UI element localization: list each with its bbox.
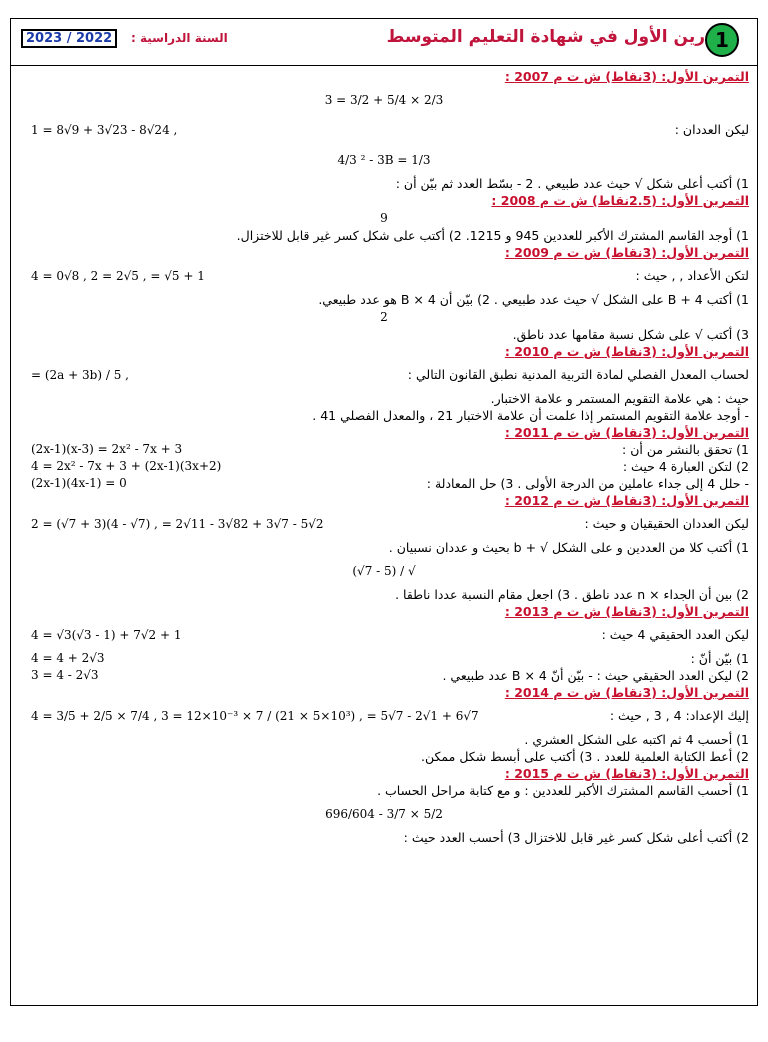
exercise-line xyxy=(19,829,749,846)
number-badge: 1 xyxy=(705,23,739,57)
math-expression: 4 = 3/5 + 2/5 × 7/4 , 3 = 12×10⁻³ × 7 / (21 × 5×10³) , = 5√7 - 2√1 + 6√7 xyxy=(31,709,479,723)
exercise-line xyxy=(19,650,749,667)
school-year-value: 2023 / 2022 xyxy=(21,29,117,48)
line-text: 1) تحقق بالنشر من أن : xyxy=(622,442,749,457)
exercise-heading: التمرين الأول: (3نقاط) ش ت م 2009 : xyxy=(504,245,749,260)
exercise-line xyxy=(19,731,749,748)
line-text: 2) لتكن العبارة 4 حيث : xyxy=(622,459,749,474)
math-expression: 4 = √3(√3 - 1) + 7√2 + 1 xyxy=(31,628,182,642)
math-expression: 3 = 4 - 2√3 xyxy=(31,668,99,682)
line-text: ليكن العدد الحقيقي 4 حيث : xyxy=(601,627,749,642)
exercise-line xyxy=(19,390,749,407)
line-text: 1) بيّن أنّ : xyxy=(690,651,749,666)
line-text: 1) أكتب أعلى شكل √ حيث عدد طبيعي . 2 - بسّط العدد ثم بيّن أن : xyxy=(395,176,749,191)
line-text: ليكن العددان : xyxy=(674,122,749,137)
exercise-line xyxy=(19,209,749,227)
math-expression: 4/3 ² - 3B = 1/3 xyxy=(337,153,431,167)
line-text: 2) ليكن العدد الحقيقي حيث : - بيّن أنّ 4 × B عدد طبيعي . xyxy=(442,668,749,683)
exercise-line xyxy=(19,145,749,175)
line-text: 1) أكتب كلا من العددين و على الشكل √ + b بحيث و عددان نسبيان . xyxy=(388,540,749,555)
math-expression: 696/604 - 3/7 × 5/2 xyxy=(325,807,443,821)
math-expression: 2 = (√7 + 3)(4 - √7) , = 2√11 - 3√82 + 3√7 - 5√2 xyxy=(31,517,324,531)
math-expression: 2 xyxy=(380,310,388,324)
exercise-line xyxy=(19,85,749,115)
math-expression: 4 = 0√8 , 2 = 2√5 , = √5 + 1 xyxy=(31,269,205,283)
exercise-line xyxy=(19,407,749,424)
page-header xyxy=(11,19,757,66)
exercise-heading: التمرين الأول: (3نقاط) ش ت م 2007 : xyxy=(504,69,749,84)
exercise-line xyxy=(19,261,749,291)
exercise-line xyxy=(19,509,749,539)
exercise-line xyxy=(19,620,749,650)
line-text: 3) أكتب √ على شكل نسبة مقامها عدد ناطق. xyxy=(512,327,749,342)
exercise-heading: التمرين الأول: (3نقاط) ش ت م 2014 : xyxy=(504,685,749,700)
exercise-heading: التمرين الأول: (3نقاط) ش ت م 2012 : xyxy=(504,493,749,508)
exercise-line xyxy=(19,360,749,390)
school-year-label: السنة الدراسية : xyxy=(131,31,228,45)
line-text: 1) أحسب القاسم المشترك الأكبر للعددين : و مع كتابة مراحل الحساب . xyxy=(377,783,749,798)
math-expression: (2x-1)(4x-1) = 0 xyxy=(31,476,127,490)
exercise-line xyxy=(19,701,749,731)
exercise-line xyxy=(19,308,749,326)
exercise-heading: التمرين الأول: (2.5نقاط) ش ت م 2008 : xyxy=(491,193,749,208)
exercise-line xyxy=(19,586,749,603)
exercise-line xyxy=(19,782,749,799)
exercise-line xyxy=(19,799,749,829)
line-text: ليكن العددان الحقيقيان و حيث : xyxy=(584,516,749,531)
exercise-line xyxy=(19,115,749,145)
math-expression: 4 = 4 + 2√3 xyxy=(31,651,105,665)
exercise-line xyxy=(19,539,749,556)
line-text: - حلل 4 إلى جداء عاملين من الدرجة الأولى . 3) حل المعادلة : xyxy=(426,476,749,491)
exercise-line xyxy=(19,326,749,343)
math-expression: 4 = 2x² - 7x + 3 + (2x-1)(3x+2) xyxy=(31,459,222,473)
line-text: - أوجد علامة التقويم المستمر إذا علمت أن علامة الاختبار 21 ، والمعدل الفصلي 41 . xyxy=(312,408,749,423)
exercise-heading: التمرين الأول: (3نقاط) ش ت م 2010 : xyxy=(504,344,749,359)
line-text: 1) أحسب 4 ثم اكتبه على الشكل العشري . xyxy=(524,732,749,747)
line-text: 2) أعط الكتابة العلمية للعدد . 3) أكتب على أبسط شكل ممكن. xyxy=(421,749,749,764)
exercise-line xyxy=(19,667,749,684)
exercise-line xyxy=(19,556,749,586)
math-expression: 1 = 8√9 + 3√23 - 8√24 , xyxy=(31,123,178,137)
exercise-line xyxy=(19,441,749,458)
line-text: 1) أوجد القاسم المشترك الأكبر للعددين 945 و 1215. 2) أكتب على شكل كسر غير قابل للاختزال. xyxy=(236,228,749,243)
exam-page xyxy=(10,18,758,1006)
line-text: إليك الإعداد: 4 , 3 , حيث : xyxy=(609,708,749,723)
exercise-line xyxy=(19,291,749,308)
exercise-line xyxy=(19,458,749,475)
line-text: لحساب المعدل الفصلي لمادة التربية المدنية نطبق القانون التالي : xyxy=(407,367,749,382)
line-text: لتكن الأعداد , , حيث : xyxy=(635,268,749,283)
exercise-line xyxy=(19,175,749,192)
exercise-line xyxy=(19,748,749,765)
exercises-content xyxy=(11,66,757,846)
math-expression: 9 xyxy=(380,211,388,225)
exercise-line xyxy=(19,475,749,492)
math-expression: = (2a + 3b) / 5 , xyxy=(31,368,129,382)
exercise-heading: التمرين الأول: (3نقاط) ش ت م 2015 : xyxy=(504,766,749,781)
line-text: 2) أكتب أعلى شكل كسر غير قابل للاختزال 3) أحسب العدد حيث : xyxy=(403,830,749,845)
line-text: حيث : هي علامة التقويم المستمر و علامة الاختبار. xyxy=(490,391,749,406)
math-expression: 3 = 3/2 + 5/4 × 2/3 xyxy=(324,93,444,107)
page-title: رين الأول في شهادة التعليم المتوسط xyxy=(386,27,705,47)
exercise-heading: التمرين الأول: (3نقاط) ش ت م 2013 : xyxy=(504,604,749,619)
line-text: 2) بين أن الجداء × n عدد ناطق . 3) اجعل مقام النسبة عددا ناطقا . xyxy=(395,587,749,602)
line-text: 1) أكتب 4 + B على الشكل √ حيث عدد طبيعي . 2) بيّن أن 4 × B هو عدد طبيعي. xyxy=(318,292,749,307)
exercise-heading: التمرين الأول: (3نقاط) ش ت م 2011 : xyxy=(504,425,749,440)
math-expression: (2x-1)(x-3) = 2x² - 7x + 3 xyxy=(31,442,183,456)
math-expression: (√7 - 5) / √ xyxy=(352,564,416,578)
exercise-line xyxy=(19,227,749,244)
